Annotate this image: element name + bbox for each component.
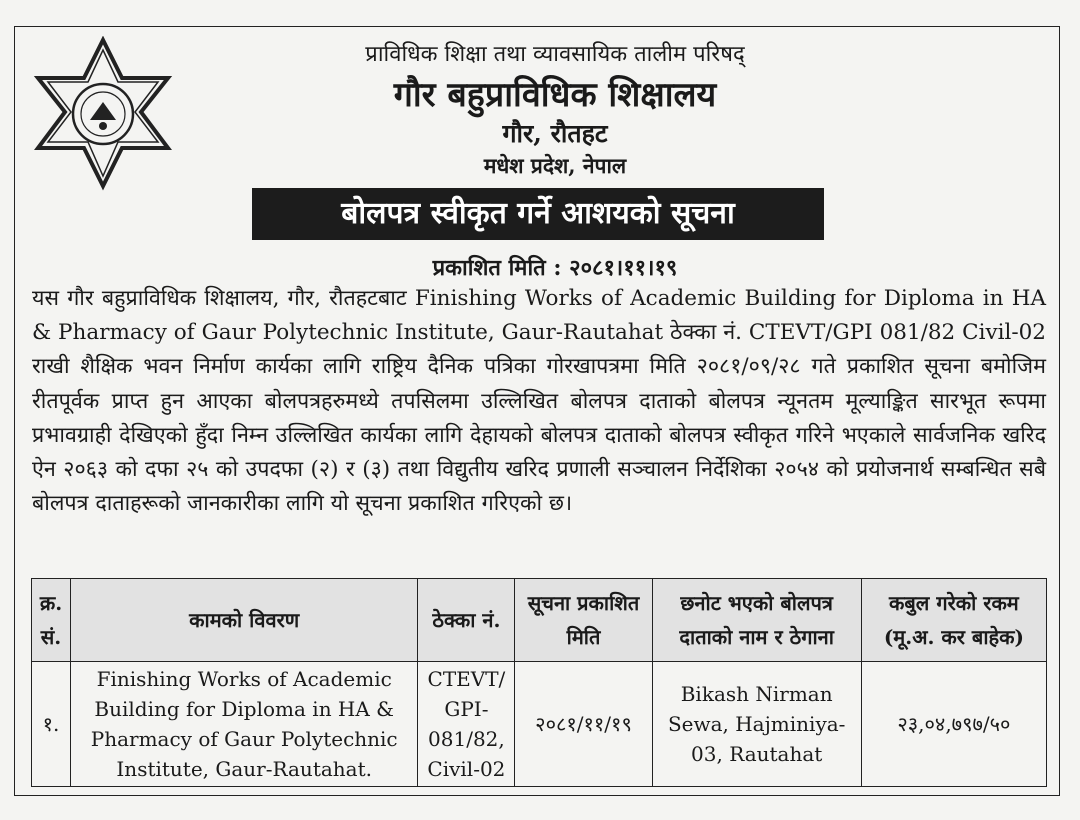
col-header-sn: क्र. सं. [32, 579, 71, 662]
cell-amount: २३,०४,७९७/५० [861, 662, 1046, 787]
col-header-notice-date: सूचना प्रकाशित मिति [515, 579, 652, 662]
cell-bidder: Bikash Nirman Sewa, Hajminiya-03, Rautahat [652, 662, 861, 787]
cell-description: Finishing Works of Academic Building for Diploma in HA & Pharmacy of Gaur Polytechnic Institute, Gaur-Rautahat. [71, 662, 418, 787]
col-header-contract-no: ठेक्का नं. [418, 579, 515, 662]
institute-name: गौर बहुप्राविधिक शिक्षालय [393, 75, 717, 115]
council-name: प्राविधिक शिक्षा तथा व्यावसायिक तालीम परिषद् [365, 42, 745, 67]
table-header-row [32, 579, 1047, 662]
cell-contract-no: CTEVT/ GPI-081/82, Civil-02 [418, 662, 515, 787]
bid-table [31, 578, 1047, 787]
col-header-bidder: छनोट भएको बोलपत्र दाताको नाम र ठेगाना [652, 579, 861, 662]
col-header-amount: कबुल गरेको रकम (मू.अ. कर बाहेक) [861, 579, 1046, 662]
province-line: मधेश प्रदेश, नेपाल [483, 153, 627, 178]
cell-sn: १. [32, 662, 71, 787]
institute-location: गौर, रौतहट [502, 119, 608, 148]
notice-title: बोलपत्र स्वीकृत गर्ने आशयको सूचना [252, 188, 824, 240]
cell-notice-date: २०८१/११/१९ [515, 662, 652, 787]
published-date: प्रकाशित मिति : २०८१।११।१९ [432, 255, 678, 281]
notice-body: यस गौर बहुप्राविधिक शिक्षालय, गौर, रौतहटबाट Finishing Works of Academic Building for Diploma in HA & Pharmacy of Gaur Polytechnic Institute, Gaur-Rautahat ठेक्का नं. CTEVT/GPI 081/82 Civil-02 राखी शैक्षिक भवन निर्माण कार्यका लागि राष्ट्रिय दैनिक पत्रिका गोरखापत्रमा मिति २०८१/०९/२८ गते प्रकाशित सूचना बमोजिम रीतपूर्वक प्राप्त हुन आएका बोलपत्रहरुमध्ये तपसिलमा उल्लिखित बोलपत्र दाताको बोलपत्र न्यूनतम मूल्याङ्कित सारभूत रूपमा प्रभावग्राही देखिएको हुँदा निम्न उल्लिखित कार्यका लागि देहायको बोलपत्र दाताको बोलपत्र स्वीकृत गरिने भएकाले सार्वजनिक खरिद ऐन २०६३ को दफा २५ को उपदफा (२) र (३) तथा विद्युतीय खरिद प्रणाली सञ्चालन निर्देशिका २०५४ को प्रयोजनार्थ सम्बन्धित सबै बोलपत्र दाताहरूको जानकारीका लागि यो सूचना प्रकाशित गरिएको छ। [32, 286, 1046, 517]
table-row [32, 662, 1047, 787]
col-header-description: कामको विवरण [71, 579, 418, 662]
